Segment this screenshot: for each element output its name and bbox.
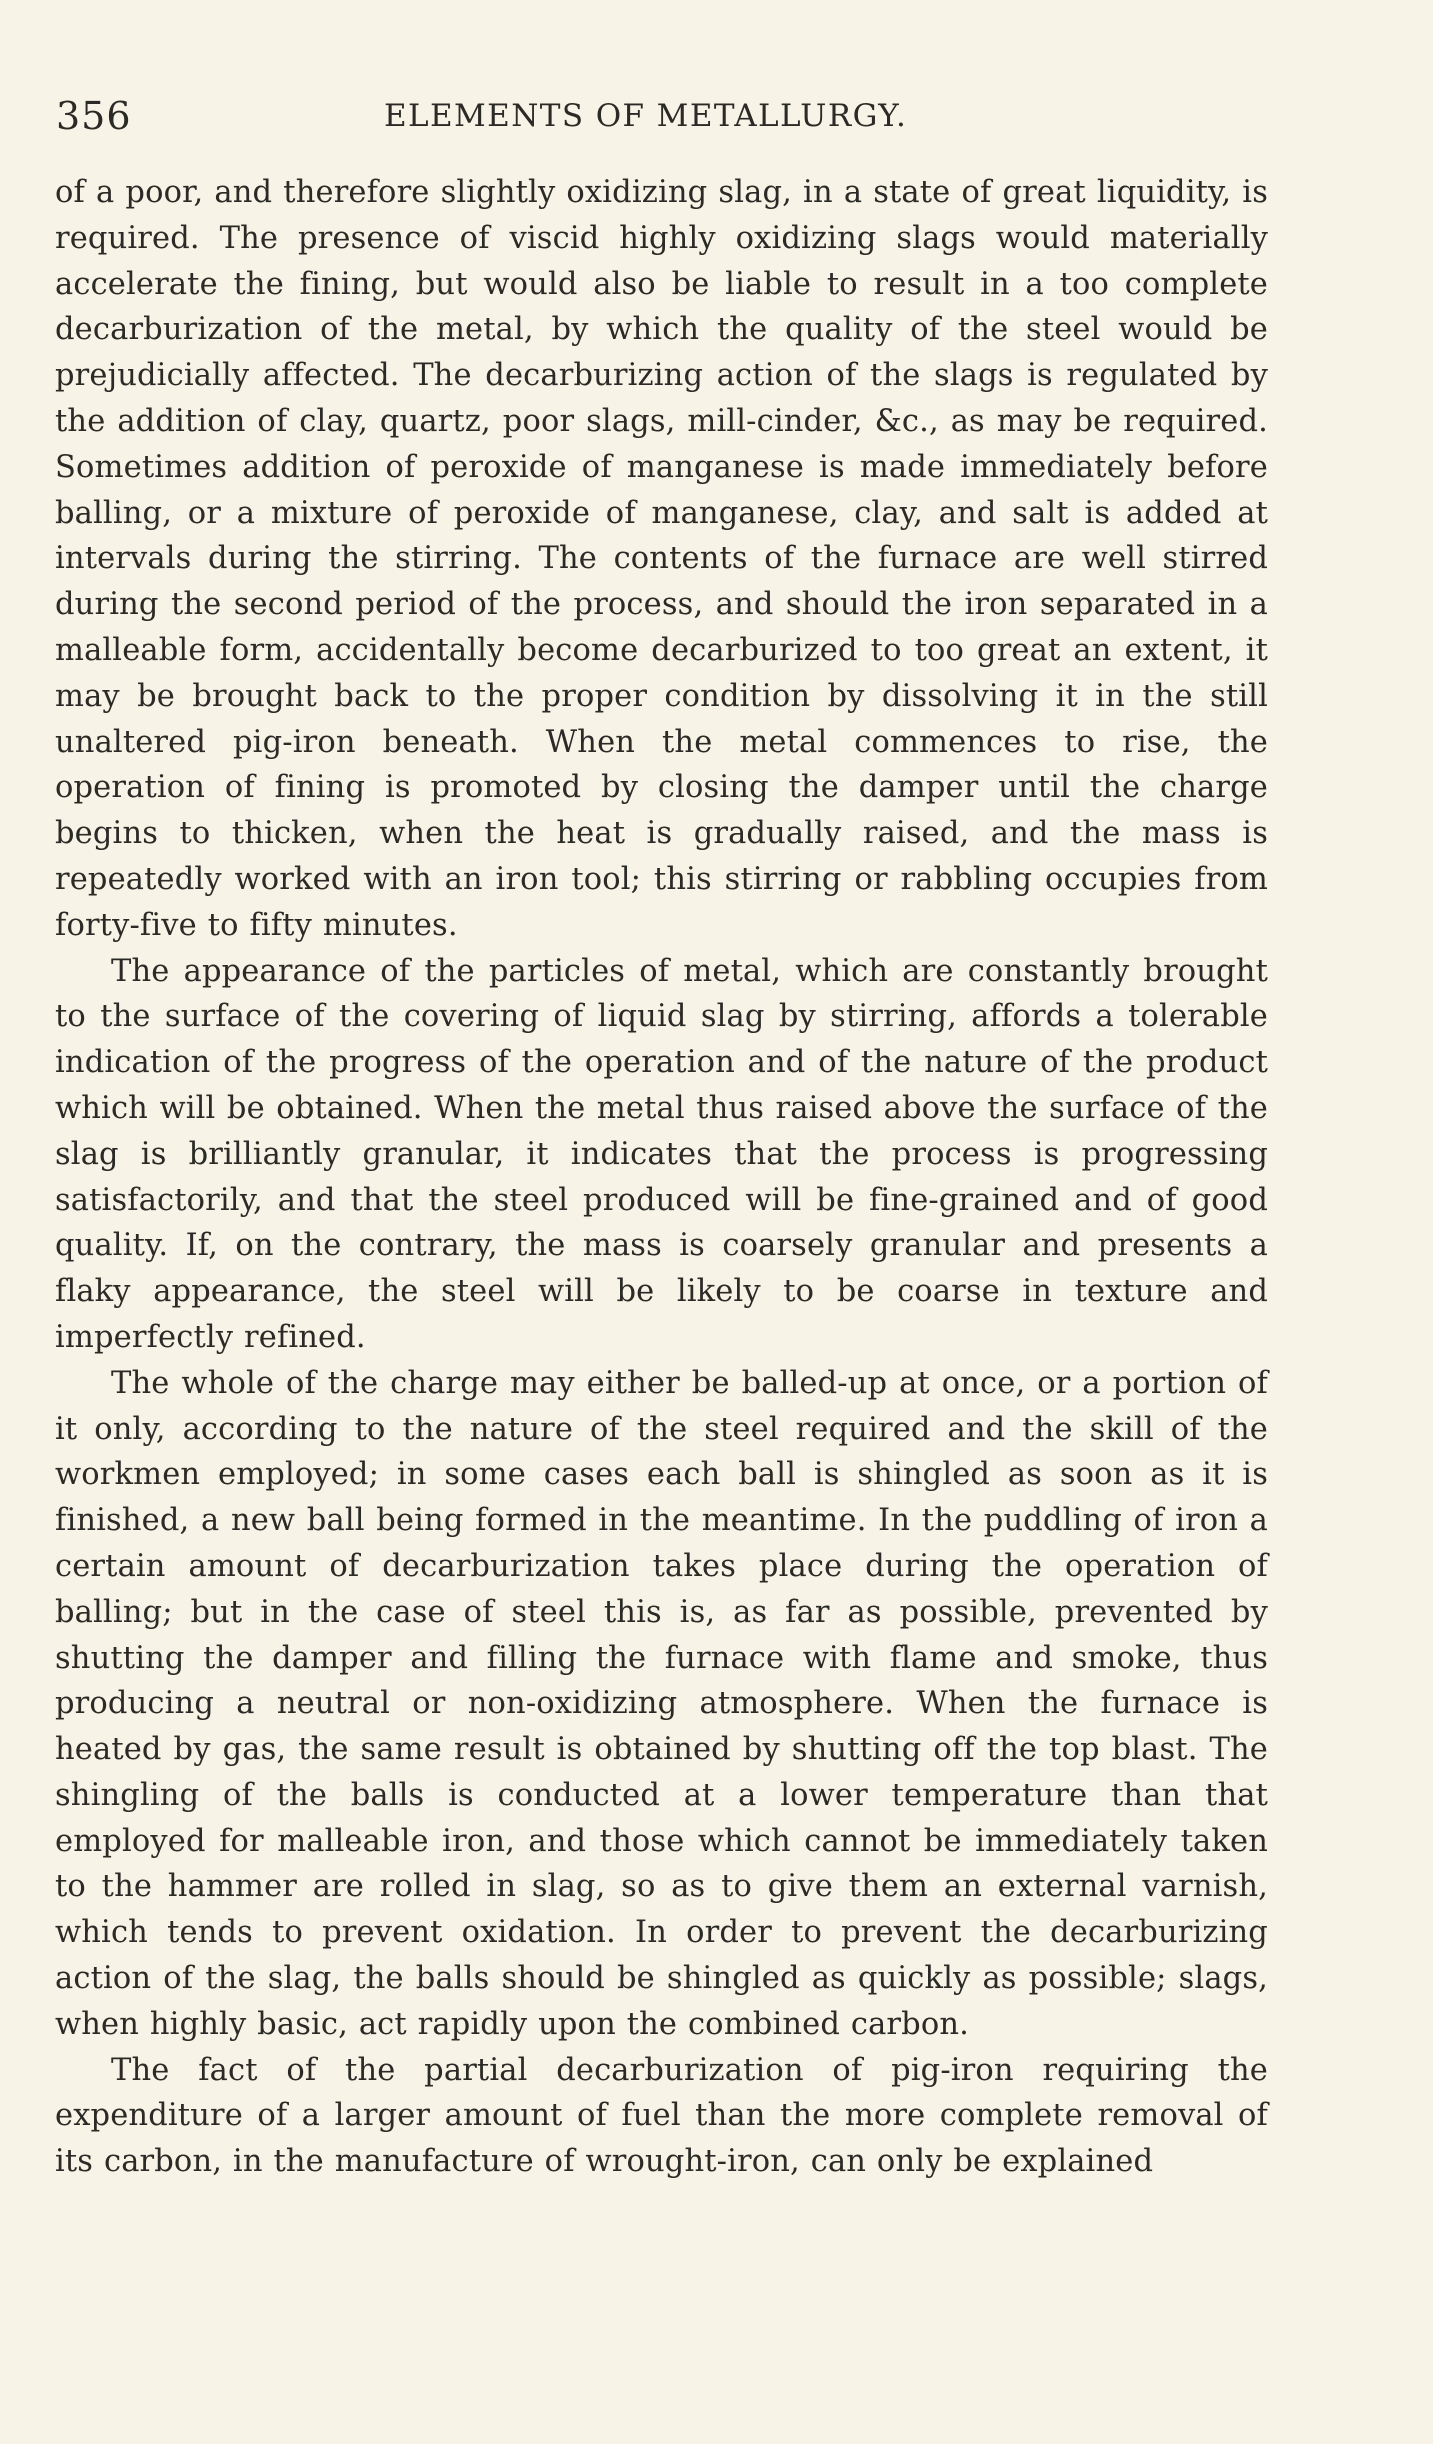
paragraph-partial-decarburization: The fact of the partial decarburization of pig-iron requiring the expenditure of a larger amount of fuel than the more complete removal of its carbon, in the manufacture of wrought-iron, can only be explained: [55, 2052, 1268, 2180]
running-head: [56, 88, 1266, 144]
book-title: ELEMENTS OF METALLURGY.: [384, 98, 908, 134]
body-text: [55, 170, 1268, 2185]
paragraph-balling: The whole of the charge may either be balled-up at once, or a portion of it only, according to the nature of the steel required and the skill of the workmen employed; in some cases each ball is shingled as soon as it is finished, a new ball being formed in the meantime. In the puddling of iron a certain amount of decarburization takes place during the operation of balling; but in the case of steel this is, as far as possible, prevented by shutting the damper and filling the furnace with flame and smoke, thus producing a neutral or non-oxidizing atmosphere. When the furnace is heated by gas, the same result is obtained by shutting off the top blast. The shingling of the balls is conducted at a lower temperature than that employed for malleable iron, and those which cannot be immediately taken to the hammer are rolled in slag, so as to give them an external varnish, which tends to prevent oxidation. In order to prevent the decarburizing action of the slag, the balls should be shingled as quickly as possible; slags, when highly basic, act rapidly upon the combined carbon.: [55, 1365, 1268, 2042]
paragraph-particle-appearance: The appearance of the particles of metal, which are constantly brought to the surface of the covering of liquid slag by stirring, affords a tolerable indication of the progress of the operation and of the nature of the product which will be obtained. When the metal thus raised above the surface of the slag is brilliantly granular, it indicates that the process is progressing satisfactorily, and that the steel produced will be fine-grained and of good quality. If, on the contrary, the mass is coarsely granular and presents a flaky appearance, the steel will be likely to be coarse in texture and imperfectly refined.: [55, 953, 1268, 1355]
page-number: 356: [56, 94, 132, 138]
paragraph-continued: of a poor, and therefore slightly oxidizing slag, in a state of great liquidity, is required. The presence of viscid highly oxidizing slags would materially accelerate the fining, but would also be liable to result in a too complete decarburization of the metal, by which the quality of the steel would be prejudicially affected. The decarburizing action of the slags is regulated by the addition of clay, quartz, poor slags, mill-cinder, &c., as may be required. Sometimes addition of peroxide of manganese is made immediately before balling, or a mixture of peroxide of manganese, clay, and salt is added at intervals during the stirring. The contents of the furnace are well stirred during the second period of the process, and should the iron separated in a malleable form, accidentally become decarburized to too great an extent, it may be brought back to the proper condition by dissolving it in the still unaltered pig-iron beneath. When the metal commences to rise, the operation of fining is promoted by closing the damper until the charge begins to thicken, when the heat is gradually raised, and the mass is repeatedly worked with an iron tool; this stirring or rabbling occupies from forty-five to fifty minutes.: [55, 175, 1268, 943]
